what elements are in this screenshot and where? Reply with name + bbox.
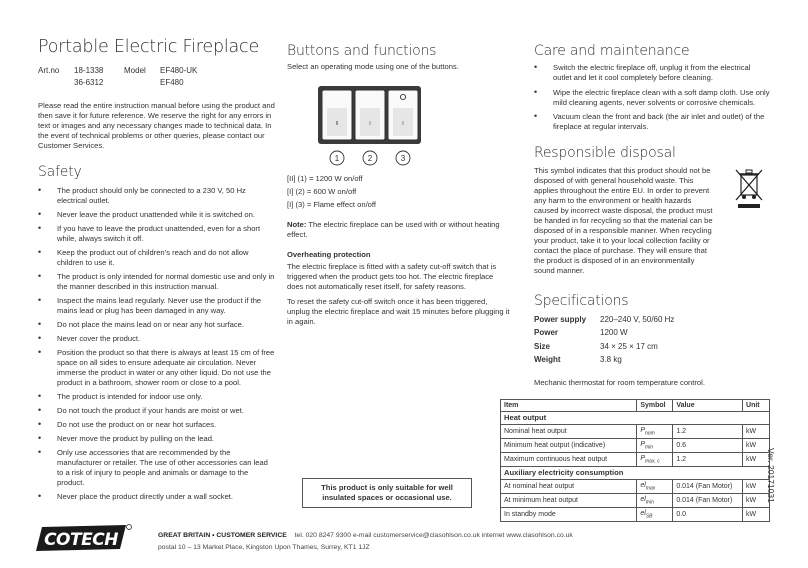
model-value-2: EF480 [160,77,184,87]
table-header-value: Value [673,400,743,412]
artno-value-1: 18-1338 [74,66,104,76]
artno-value-2: 36-6312 [74,77,104,87]
table-cell-item: At minimum heat output [501,494,637,508]
safety-item: • Never move the product by pulling on the lead. [38,434,276,444]
insulation-notice: This product is only suitable for well insulated spaces or occasional use. [302,478,472,508]
safety-item: • Do not touch the product if your hands are moist or wet. [38,406,276,416]
spec-value-4: 3.8 kg [600,355,622,365]
table-cell-value: 1.2 [673,425,743,439]
safety-list [38,186,276,502]
table-cell-value: 0.014 (Fan Motor) [673,480,743,494]
table-cell-unit: kW [743,494,770,508]
table-cell-item: At nominal heat output [501,480,637,494]
safety-item: • Never cover the product. [38,334,276,344]
table-header-symbol: Symbol [637,400,673,412]
table-header-item: Item [501,400,637,412]
symbol-main: P [640,441,646,449]
safety-item: • Do not place the mains lead on or near any hot surface. [38,320,276,330]
care-item: • Vacuum clean the front and back (the air inlet and outlet) of the fireplace at regular intervals. [534,112,770,132]
svg-text:I: I [369,121,371,128]
table-cell-unit: kW [743,453,770,467]
logo-text: COTECH [44,530,118,550]
table-row [501,508,770,522]
symbol-main: el [640,496,646,504]
version-label: Ver. 20171031 [766,448,776,503]
artno-label: Art.no [38,66,60,76]
overheat-heading: Overheating protection [287,249,371,259]
table-section-aux: Auxiliary electricity consumption [501,467,770,480]
ecodesign-table [500,399,770,522]
middle-column [287,42,511,327]
note-paragraph [287,220,511,240]
mode-3: [I] (3) = Flame effect on/off [287,199,376,209]
crossed-bin-icon [732,166,766,210]
svg-text:2: 2 [367,154,373,164]
svg-text:3: 3 [400,154,406,164]
model-value-1: EF480-UK [160,66,198,76]
switch-number-3 [396,151,410,165]
symbol-subscript: max [645,485,656,492]
symbol-subscript: min [645,499,654,506]
table-section-heat: Heat output [501,412,770,425]
rocker-switch-1 [322,90,352,140]
table-cell-unit: kW [743,425,770,439]
cotech-logo [30,521,132,555]
safety-item: • Never leave the product unattended while it is switched on. [38,210,276,220]
overheat-text-2: To reset the safety cut-off switch once it has been triggered, unplug the electric fireplace and wait 15 minutes before plugging it in again. [287,296,510,326]
safety-item: • If you have to leave the product unattended, even for a short while, always switch it off. [38,224,276,244]
mode-1: [II] (1) = 1200 W on/off [287,173,363,183]
table-row [501,494,770,508]
left-column [38,36,276,506]
table-section-row [501,412,770,425]
table-cell-value: 0.6 [673,439,743,453]
table-cell-symbol [637,453,673,467]
footer-postal: postal 10 – 13 Market Place, Kingston Upon Thames, Surrey, KT1 1JZ [158,543,370,551]
table-header-unit: Unit [743,400,770,412]
spec-key-3: Size [534,341,551,351]
switch-panel-illustration [287,78,511,168]
disposal-text: This symbol indicates that this product should not be disposed of with general household waste. This applies throughout the entire EU. In order to prevent any harm to the environment or health hazards caused by incorrect waste disposal, the product must be handed in for recycling so that the material can be disposed of in a responsible manner. When recycling your product, take it to your local collection facility or contact the place of purchase. They will ensure that the product is disposed of in an environmentally sound manner. [534,166,713,276]
table-cell-value: 1.2 [673,453,743,467]
table-cell-item: Maximum continuous heat output [501,453,637,467]
overheat-text-1: The electric fireplace is fitted with a safety cut-off switch that is triggered when the product gets too hot. The electric fireplace does not automatically reset itself, for safety reasons. [287,261,497,291]
safety-item: • Do not use the product on or near hot surfaces. [38,420,276,430]
table-cell-item: Minimum heat output (indicative) [501,439,637,453]
symbol-main: el [640,510,646,518]
specs-heading: Specifications [534,293,629,310]
table-cell-symbol [637,439,673,453]
specs-grid [534,315,770,366]
symbol-subscript: min [645,444,654,451]
intro-text: Please read the entire instruction manual before using the product and then save it for future reference. We reserve the right for any errors in text or images and any necessary changes made to technical data. In the event of technical problems or other queries, please contact our Customer Services. [38,101,275,151]
symbol-main: P [640,455,646,463]
rocker-switch-2 [355,90,385,140]
right-column [534,42,770,388]
table-cell-unit: kW [743,439,770,453]
page-title: Portable Electric Fireplace [38,37,260,57]
article-info [38,66,276,88]
table-cell-item: Nominal heat output [501,425,637,439]
rocker-switch-3 [388,90,418,140]
note-label: Note: [287,219,307,229]
spec-value-1: 220–240 V, 50/60 Hz [600,314,675,324]
table-row [501,425,770,439]
safety-item: • Position the product so that there is always at least 15 cm of free space on all sides to ensure adequate air circulation. Never immerse the product in water or any other liquid. Do not use the product in a bathroom, shower room or close to a pool. [38,348,276,388]
spec-value-3: 34 × 25 × 17 cm [600,341,658,351]
switch-number-2 [363,151,377,165]
svg-text:I: I [402,121,404,128]
safety-item: • Never place the product directly under a wall socket. [38,492,276,502]
care-heading: Care and maintenance [534,43,690,59]
safety-item: • Only use accessories that are recommended by the manufacturer or retailer. The use of other accessories can lead to a risk of injury to people and animals or damage to the product. [38,448,276,488]
buttons-subtitle: Select an operating mode using one of the buttons. [287,62,459,72]
symbol-subscript: SB [645,513,653,520]
symbol-subscript: max, c [645,458,660,465]
table-cell-symbol [637,494,673,508]
mode-2: [I] (2) = 600 W on/off [287,186,357,196]
svg-text:1: 1 [334,154,340,164]
table-cell-value: 0.0 [673,508,743,522]
buttons-heading: Buttons and functions [287,43,437,59]
thermostat-text: Mechanic thermostat for room temperature control. [534,377,705,387]
disposal-block [534,166,770,276]
table-cell-symbol [637,508,673,522]
safety-item: • The product should only be connected to a 230 V, 50 Hz electrical outlet. [38,186,276,206]
safety-item: • Keep the product out of children’s reach and do not allow children to use it. [38,248,276,268]
footer-contact: tel. 020 8247 9300 e-mail customerservice@clasohlson.co.uk internet www.clasohlson.co.uk [294,532,573,539]
model-label: Model [124,66,146,76]
mode-list [287,174,511,210]
spec-key-1: Power supply [534,314,587,324]
safety-item: • The product is intended for indoor use only. [38,392,276,402]
table-cell-value: 0.014 (Fan Motor) [673,494,743,508]
safety-heading: Safety [38,164,82,181]
spec-key-2: Power [534,328,559,338]
spec-key-4: Weight [534,355,561,365]
table-row [501,439,770,453]
care-item: • Wipe the electric fireplace clean with a soft damp cloth. Use only mild cleaning agents, never solvents or corrosive chemicals. [534,88,770,108]
table-cell-symbol [637,425,673,439]
table-cell-item: In standby mode [501,508,637,522]
switch-number-1 [330,151,344,165]
table-row [501,453,770,467]
footer [158,532,573,553]
spec-value-2: 1200 W [600,328,628,338]
table-row [501,480,770,494]
svg-text:II: II [335,121,339,128]
disposal-heading: Responsible disposal [534,144,676,161]
safety-item: • Inspect the mains lead regularly. Never use the product if the mains lead or plug has been damaged in any way. [38,296,276,316]
footer-region: GREAT BRITAIN • CUSTOMER SERVICE [158,532,287,539]
symbol-subscript: nom [645,430,655,437]
safety-item: • The product is only intended for normal domestic use and only in the manner described in this instruction manual. [38,272,276,292]
care-item: • Switch the electric fireplace off, unplug it from the electrical outlet and let it cool completely before cleaning. [534,63,770,83]
note-text: The electric fireplace can be used with or without heating effect. [287,219,500,239]
footer-line-1 [158,532,573,541]
symbol-main: P [640,427,646,435]
table-header-row [501,400,770,412]
care-list [534,63,770,131]
symbol-main: el [640,482,646,490]
table-section-row [501,467,770,480]
table-cell-unit: kW [743,480,770,494]
table-cell-unit: kW [743,508,770,522]
table-cell-symbol [637,480,673,494]
